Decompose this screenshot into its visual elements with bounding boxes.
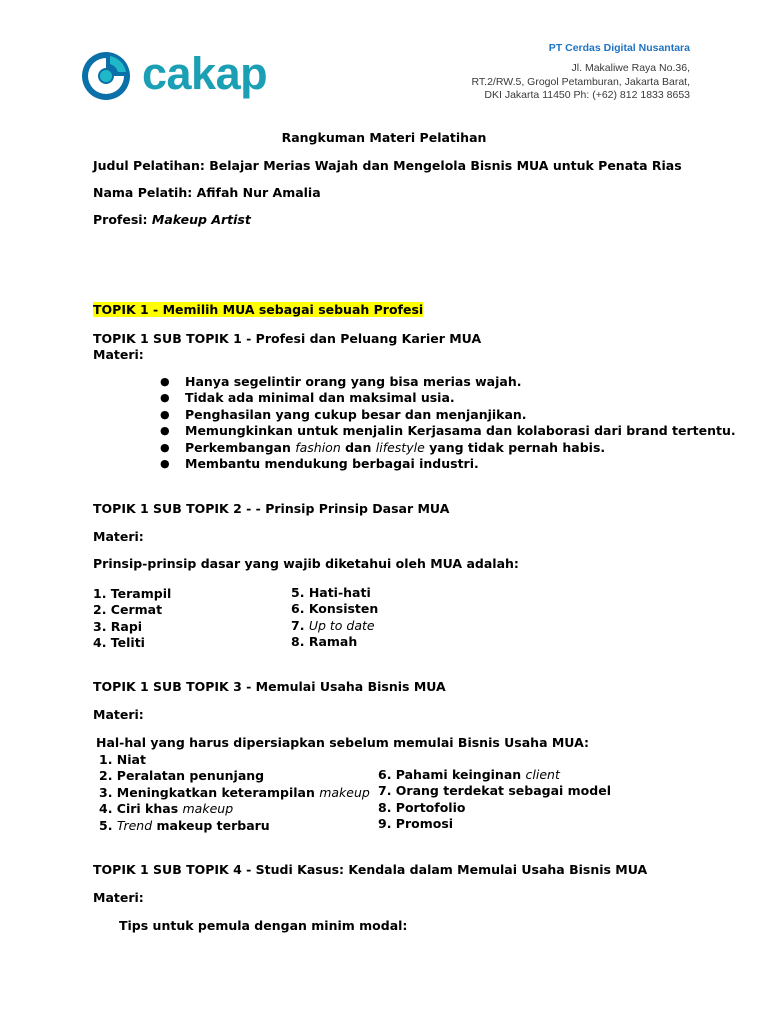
- materi-label: Materi:: [93, 707, 144, 722]
- list-item: 1. Terampil: [93, 586, 172, 601]
- profession-label: Profesi:: [93, 212, 152, 227]
- bullet-list: [160, 374, 736, 472]
- preparation-list-right: [378, 767, 611, 833]
- subtopic-heading: TOPIK 1 SUB TOPIK 1 - Profesi dan Peluang Karier MUA: [93, 331, 482, 346]
- list-item: ● Hanya segelintir orang yang bisa merias wajah.: [160, 374, 736, 390]
- list-item: 5. Trend makeup terbaru: [99, 817, 270, 833]
- company-name: PT Cerdas Digital Nusantara: [548, 42, 690, 54]
- list-item: 4. Teliti: [93, 635, 145, 651]
- list-item: 9. Promosi: [378, 816, 454, 832]
- list-item: 4. Ciri khas makeup: [99, 801, 234, 817]
- list-item: ● Perkembangan fashion dan lifestyle yang tidak pernah habis.: [160, 440, 736, 456]
- principles-intro: Prinsip-prinsip dasar yang wajib diketahui oleh MUA adalah:: [93, 556, 519, 571]
- company-info: [472, 42, 690, 103]
- list-item: 8. Ramah: [291, 634, 358, 650]
- cakap-logo-icon: [80, 50, 132, 102]
- list-item: ● Memungkinkan untuk menjalin Kerjasama dan kolaborasi dari brand tertentu.: [160, 423, 736, 439]
- principles-list-left: [93, 586, 171, 652]
- list-item: ● Tidak ada minimal dan maksimal usia.: [160, 390, 736, 406]
- training-title: Judul Pelatihan: Belajar Merias Wajah dan Mengelola Bisnis MUA untuk Penata Rias: [93, 158, 682, 173]
- list-item: 5. Hati-hati: [291, 585, 371, 600]
- topic-heading-highlight: TOPIK 1 - Memilih MUA sebagai sebuah Profesi: [93, 302, 424, 317]
- list-item: 7. Up to date: [291, 617, 375, 633]
- topic-heading: [93, 302, 423, 318]
- preparation-intro: Hal-hal yang harus dipersiapkan sebelum memulai Bisnis Usaha MUA:: [96, 735, 589, 750]
- materi-label: Materi:: [93, 529, 144, 544]
- profession-value: Makeup Artist: [151, 212, 251, 227]
- list-item: ● Membantu mendukung berbagai industri.: [160, 456, 736, 472]
- address-line: DKI Jakarta 11450 Ph: (+62) 812 1833 8653: [484, 89, 690, 101]
- trainer-name: Nama Pelatih: Afifah Nur Amalia: [93, 185, 321, 200]
- profession: [93, 212, 251, 228]
- materi-label: Materi:: [93, 347, 144, 362]
- materi-label: Materi:: [93, 890, 144, 905]
- list-item: 6. Pahami keinginan client: [378, 767, 560, 782]
- company-address: [472, 62, 690, 103]
- list-item: 8. Portofolio: [378, 799, 466, 815]
- list-item: 7. Orang terdekat sebagai model: [378, 783, 611, 799]
- tips-intro: Tips untuk pemula dengan minim modal:: [119, 918, 408, 933]
- address-line: Jl. Makaliwe Raya No.36,: [571, 62, 690, 74]
- subtopic-heading: TOPIK 1 SUB TOPIK 4 - Studi Kasus: Kendala dalam Memulai Usaha Bisnis MUA: [93, 862, 648, 877]
- preparation-list-left: [99, 752, 370, 834]
- list-item: ● Penghasilan yang cukup besar dan menjanjikan.: [160, 407, 736, 423]
- document-title: Rangkuman Materi Pelatihan: [281, 130, 487, 145]
- principles-list-right: [291, 585, 378, 651]
- list-item: 3. Meningkatkan keterampilan makeup: [99, 784, 370, 800]
- list-item: 1. Niat: [99, 752, 146, 767]
- list-item: 2. Cermat: [93, 602, 163, 618]
- address-line: RT.2/RW.5, Grogol Petamburan, Jakarta Barat,: [471, 75, 690, 88]
- list-item: 6. Konsisten: [291, 601, 379, 617]
- logo-wordmark: cakap: [142, 48, 268, 99]
- cakap-logo: [80, 50, 290, 102]
- subtopic-heading: TOPIK 1 SUB TOPIK 3 - Memulai Usaha Bisnis MUA: [93, 679, 446, 694]
- list-item: 3. Rapi: [93, 618, 143, 634]
- subtopic-heading: TOPIK 1 SUB TOPIK 2 - - Prinsip Prinsip Dasar MUA: [93, 501, 450, 516]
- list-item: 2. Peralatan penunjang: [99, 768, 265, 784]
